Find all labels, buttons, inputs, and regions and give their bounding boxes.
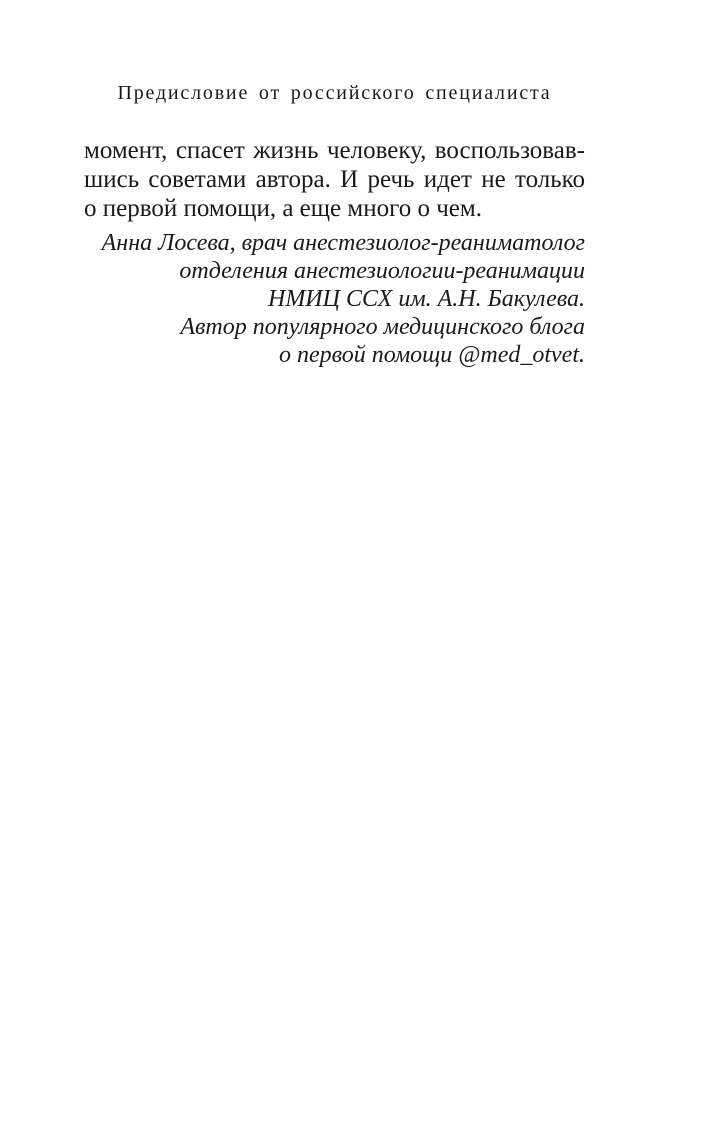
paragraph-line: о первой помощи, а еще много о чем. xyxy=(84,195,482,222)
chapter-heading: Предисловие от российского специалиста xyxy=(117,82,552,104)
attribution-line: Автор популярного медицинского блога xyxy=(180,314,585,340)
author-attribution xyxy=(84,229,585,369)
attribution-line: о первой помощи @med_otvet. xyxy=(279,342,585,368)
body-paragraph xyxy=(84,136,585,223)
paragraph-line: шись советами автора. И речь идет не только xyxy=(84,166,585,193)
paragraph-line: момент, спасет жизнь человеку, воспользовав- xyxy=(84,137,585,164)
attribution-line: Анна Лосева, врач анестезиолог-реаниматолог xyxy=(101,230,585,256)
attribution-line: НМИЦ ССХ им. А.Н. Бакулева. xyxy=(267,286,585,312)
attribution-line: отделения анестезиологии-реанимации xyxy=(179,258,585,284)
